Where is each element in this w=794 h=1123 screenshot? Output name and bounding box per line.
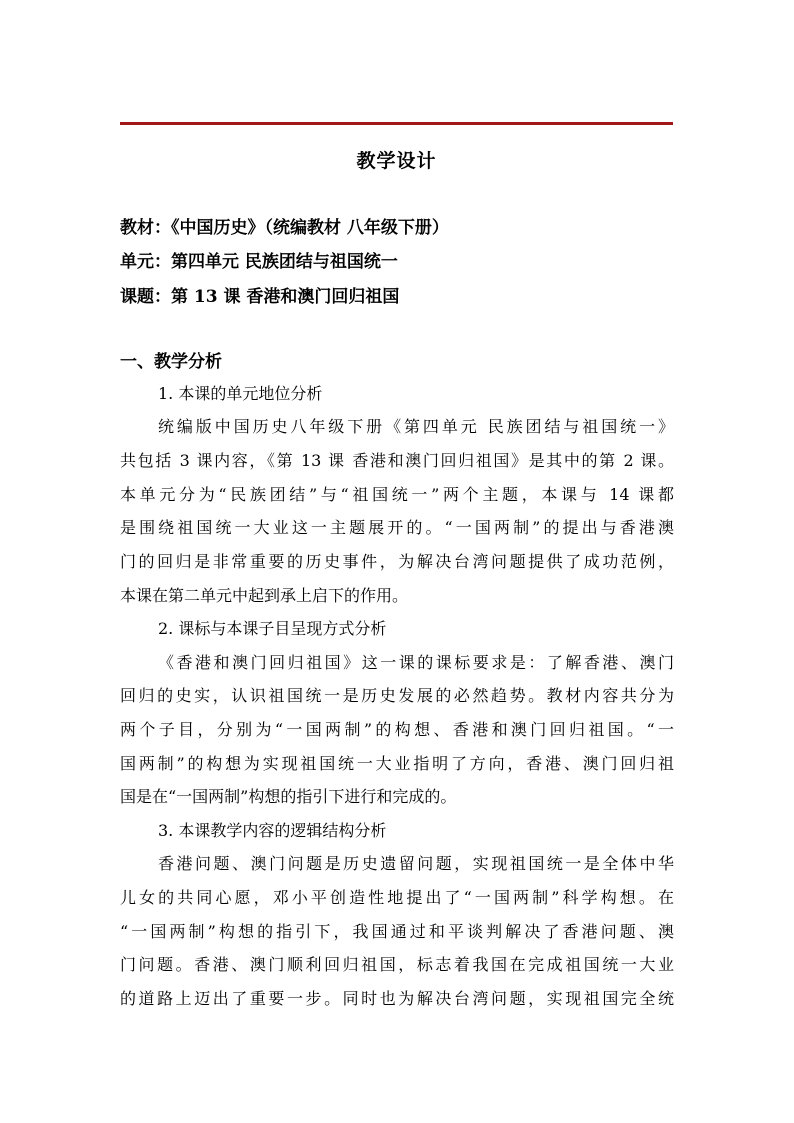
paragraph-line: 香港问题、澳门问题是历史遗留问题，实现祖国统一是全体中华 bbox=[158, 854, 674, 873]
paragraph-line: 回归的史实，认识祖国统一是历史发展的必然趋势。教材内容共分为 bbox=[120, 686, 674, 705]
paragraph-line: 儿女的共同心愿，邓小平创造性地提出了“一国两制”科学构想。在 bbox=[120, 888, 674, 907]
paragraph-line: 本课在第二单元中起到承上启下的作用。 bbox=[120, 586, 409, 605]
paragraph-line: 的道路上迈出了重要一步。同时也为解决台湾问题，实现祖国完全统 bbox=[120, 989, 674, 1008]
section-heading-analysis: 一、教学分析 bbox=[120, 352, 222, 372]
paragraph-line: 国是在“一国两制”构想的指引下进行和完成的。 bbox=[120, 787, 457, 806]
paragraph-line: 国两制”的构想为实现祖国统一大业指明了方向，香港、澳门回归祖 bbox=[120, 754, 674, 773]
paragraph-line: 本单元分为“民族团结”与“祖国统一”两个主题，本课与 14 课都 bbox=[120, 485, 674, 504]
paragraph-line: 统编版中国历史八年级下册《第四单元 民族团结与祖国统一》 bbox=[158, 417, 674, 436]
textbook-line: 教材：《中国历史》（统编教材 八年级下册） bbox=[120, 218, 449, 238]
paragraph-line: “一国两制”构想的指引下，我国通过和平谈判解决了香港问题、澳 bbox=[120, 922, 674, 941]
paragraph-line: 门问题。香港、澳门顺利回归祖国，标志着我国在完成祖国统一大业 bbox=[120, 955, 674, 974]
unit-line: 单元：第四单元 民族团结与祖国统一 bbox=[120, 252, 398, 272]
lesson-line: 课题：第 13 课 香港和澳门回归祖国 bbox=[120, 287, 400, 307]
page-title: 教学设计 bbox=[356, 150, 437, 172]
header-rule bbox=[120, 122, 673, 125]
paragraph-line: 两个子目，分别为“一国两制”的构想、香港和澳门回归祖国。“一 bbox=[120, 720, 674, 739]
paragraph-line: 门的回归是非常重要的历史事件，为解决台湾问题提供了成功范例， bbox=[120, 552, 674, 571]
paragraph-line: 《香港和澳门回归祖国》这一课的课标要求是：了解香港、澳门 bbox=[158, 653, 674, 672]
subsection-heading-1: 1. 本课的单元地位分析 bbox=[158, 384, 323, 403]
subsection-heading-2: 2. 课标与本课子目呈现方式分析 bbox=[158, 619, 387, 638]
subsection-heading-3: 3. 本课教学内容的逻辑结构分析 bbox=[158, 821, 387, 840]
paragraph-line: 共包括 3 课内容，《第 13 课 香港和澳门回归祖国》是其中的第 2 课。 bbox=[120, 451, 674, 470]
paragraph-line: 是围绕祖国统一大业这一主题展开的。“一国两制”的提出与香港澳 bbox=[120, 518, 674, 537]
